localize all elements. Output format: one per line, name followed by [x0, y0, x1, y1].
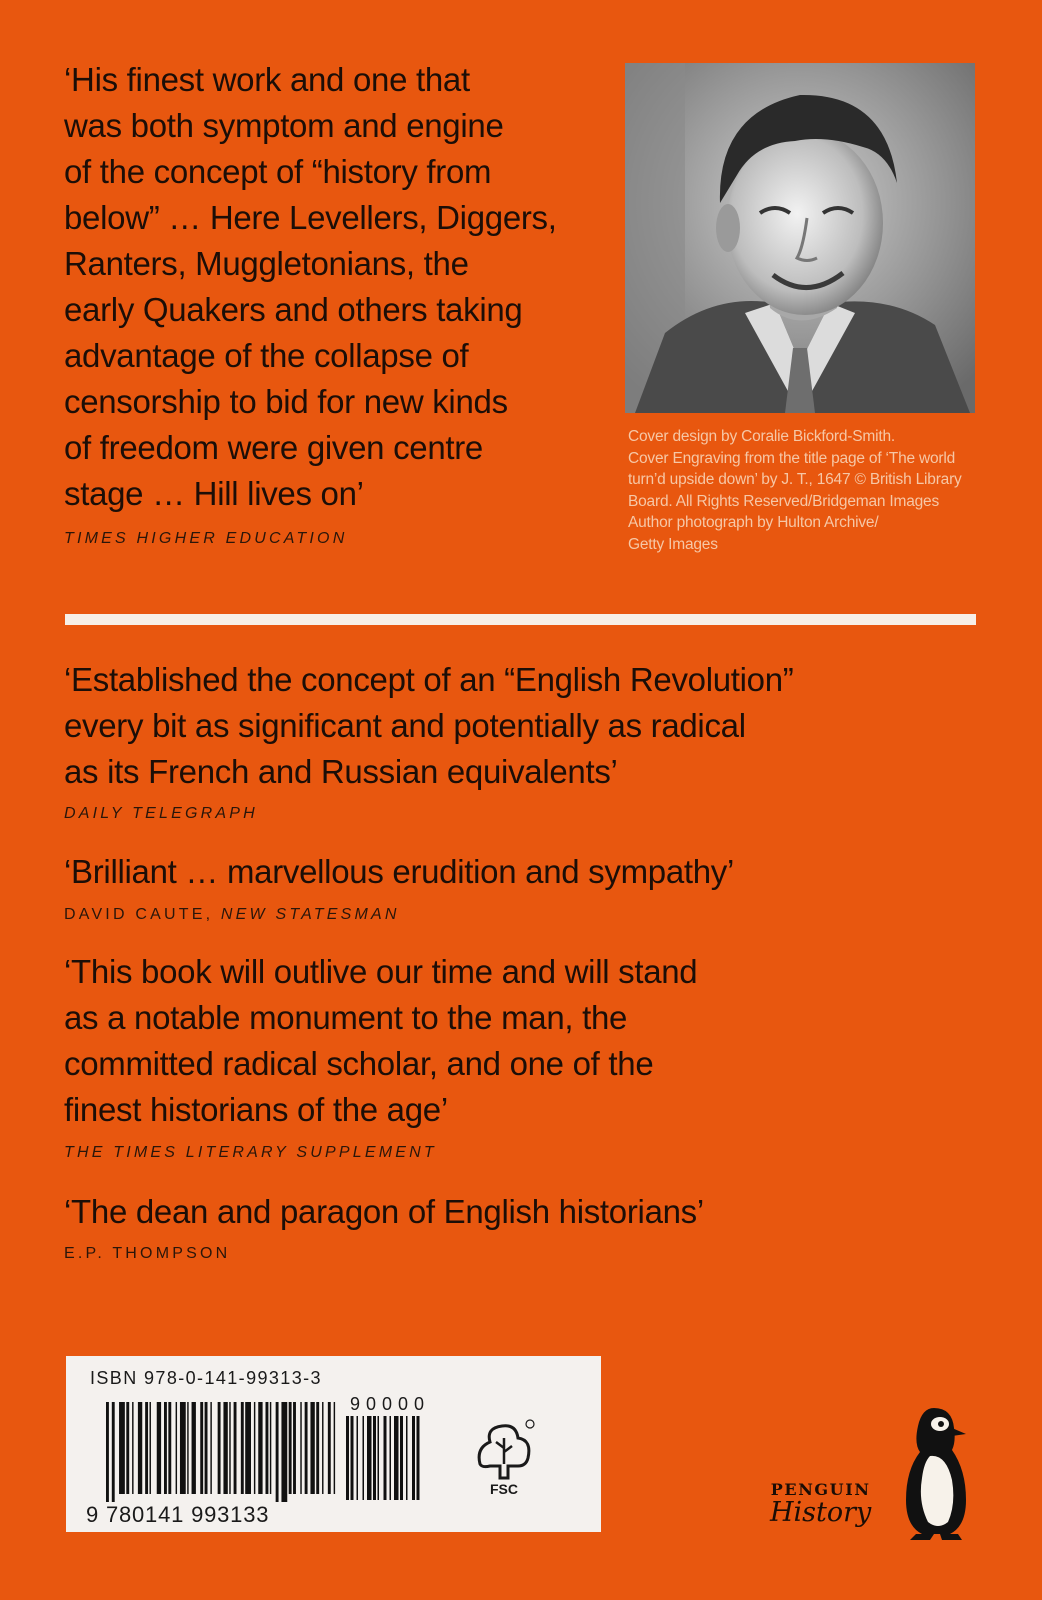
review-quote-5: ‘The dean and paragon of English historians’ [64, 1193, 704, 1230]
barcode-bar [218, 1402, 221, 1494]
barcode-bar [406, 1416, 408, 1500]
review-source-3-publication: NEW STATESMAN [220, 906, 400, 923]
barcode-bar [334, 1402, 335, 1494]
barcode-bar [357, 1416, 359, 1500]
cover-credits: Cover design by Coralie Bickford-Smith. Cover Engraving from the title page of ‘The world turn’d upside down’ by J. T., 1647 © British Library Board. All Rights Reserved/Bridgeman Images Author photograph by Hulton Archive/ Getty Images [628, 428, 962, 553]
publisher-name: PENGUIN [770, 1480, 871, 1499]
barcode-bar [234, 1402, 237, 1494]
review-source-3 [64, 906, 400, 924]
barcode-bar [229, 1402, 230, 1494]
review-quote-2: ‘Established the concept of an “English Revolution” every bit as significant and potentially as radical as its French and Russian equivalents’ [64, 661, 794, 790]
fsc-label: FSC [490, 1481, 518, 1497]
review-quote-3: ‘Brilliant … marvellous erudition and sympathy’ [64, 853, 735, 890]
barcode-bar [300, 1402, 301, 1494]
barcode-bar [223, 1402, 227, 1494]
review-source-5: E.P. THOMPSON [64, 1245, 231, 1262]
barcode-bar [176, 1402, 177, 1494]
barcode-bar [132, 1402, 133, 1494]
barcode-bar [270, 1402, 271, 1494]
barcode-bar [187, 1402, 188, 1494]
barcode-bar [210, 1402, 211, 1494]
barcode-bar [192, 1402, 196, 1494]
barcode-bar [266, 1402, 269, 1494]
ean-barcode [106, 1402, 338, 1502]
barcode-bar [363, 1416, 365, 1500]
barcode-bar [200, 1402, 203, 1494]
barcode-bar [384, 1416, 387, 1500]
barcode-bar [145, 1402, 148, 1494]
review-source-4: THE TIMES LITERARY SUPPLEMENT [64, 1144, 437, 1161]
barcode-bar [168, 1402, 171, 1494]
review-source-3-author: DAVID CAUTE, [64, 906, 214, 923]
barcode-bar [316, 1402, 319, 1494]
barcode-bar [112, 1402, 115, 1502]
isbn-label: ISBN 978-0-141-99313-3 [90, 1368, 322, 1388]
barcode-bar [281, 1402, 287, 1502]
barcode-bar [180, 1402, 186, 1494]
barcode-bar [346, 1416, 349, 1500]
review-quote-1: ‘His finest work and one that was both symptom and engine of the concept of “history from below” … Here Levellers, Diggers, Ranters, Muggletonians, the early Quakers and others taking advantage of the collapse of censorship to bid for new kinds of freedom were given centre stage … Hill lives on’ [64, 61, 557, 512]
penguin-logo-icon [900, 1404, 972, 1542]
barcode-bar [373, 1416, 376, 1500]
barcode-bar [400, 1416, 403, 1500]
barcode-bar [328, 1402, 331, 1494]
barcode-bar [305, 1402, 308, 1494]
barcode-bar [138, 1402, 142, 1494]
author-photo [625, 63, 975, 413]
barcode-bar [322, 1402, 323, 1494]
barcode-bar [367, 1416, 372, 1500]
barcode-bar [241, 1402, 244, 1494]
barcode-bar [150, 1402, 151, 1494]
fsc-logo-icon [472, 1418, 536, 1498]
barcode-bar [106, 1402, 109, 1502]
barcode-bar [293, 1402, 296, 1494]
review-quote-4: ‘This book will outlive our time and will stand as a notable monument to the man, the committed radical scholar, and one of the finest historians of the age’ [64, 953, 698, 1128]
barcode-panel [66, 1356, 601, 1532]
ean-digits: 9 780141 993133 [86, 1502, 270, 1527]
barcode-bar [164, 1402, 167, 1494]
barcode-bar [351, 1416, 354, 1500]
addon-digits: 90000 [350, 1394, 431, 1414]
barcode-bar [119, 1402, 125, 1494]
barcode-bar [417, 1416, 420, 1500]
publisher-series: History [770, 1497, 872, 1528]
review-source-2: DAILY TELEGRAPH [64, 805, 258, 822]
barcode-bar [394, 1416, 399, 1500]
barcode-bar [412, 1416, 415, 1500]
barcode-bar [289, 1402, 292, 1494]
barcode-bar [258, 1402, 262, 1494]
barcode-bar [310, 1402, 314, 1494]
barcode-bar [254, 1402, 255, 1494]
barcode-bar [157, 1402, 161, 1494]
barcode-bar [378, 1416, 380, 1500]
review-source-1: TIMES HIGHER EDUCATION [64, 530, 348, 547]
barcode-bar [390, 1416, 392, 1500]
barcode-bar [245, 1402, 251, 1494]
barcode-bar [205, 1402, 208, 1494]
publisher-imprint [770, 1480, 871, 1528]
section-divider [65, 614, 976, 625]
barcode-bar [276, 1402, 279, 1502]
addon-barcode [346, 1416, 446, 1502]
barcode-bar [126, 1402, 129, 1494]
